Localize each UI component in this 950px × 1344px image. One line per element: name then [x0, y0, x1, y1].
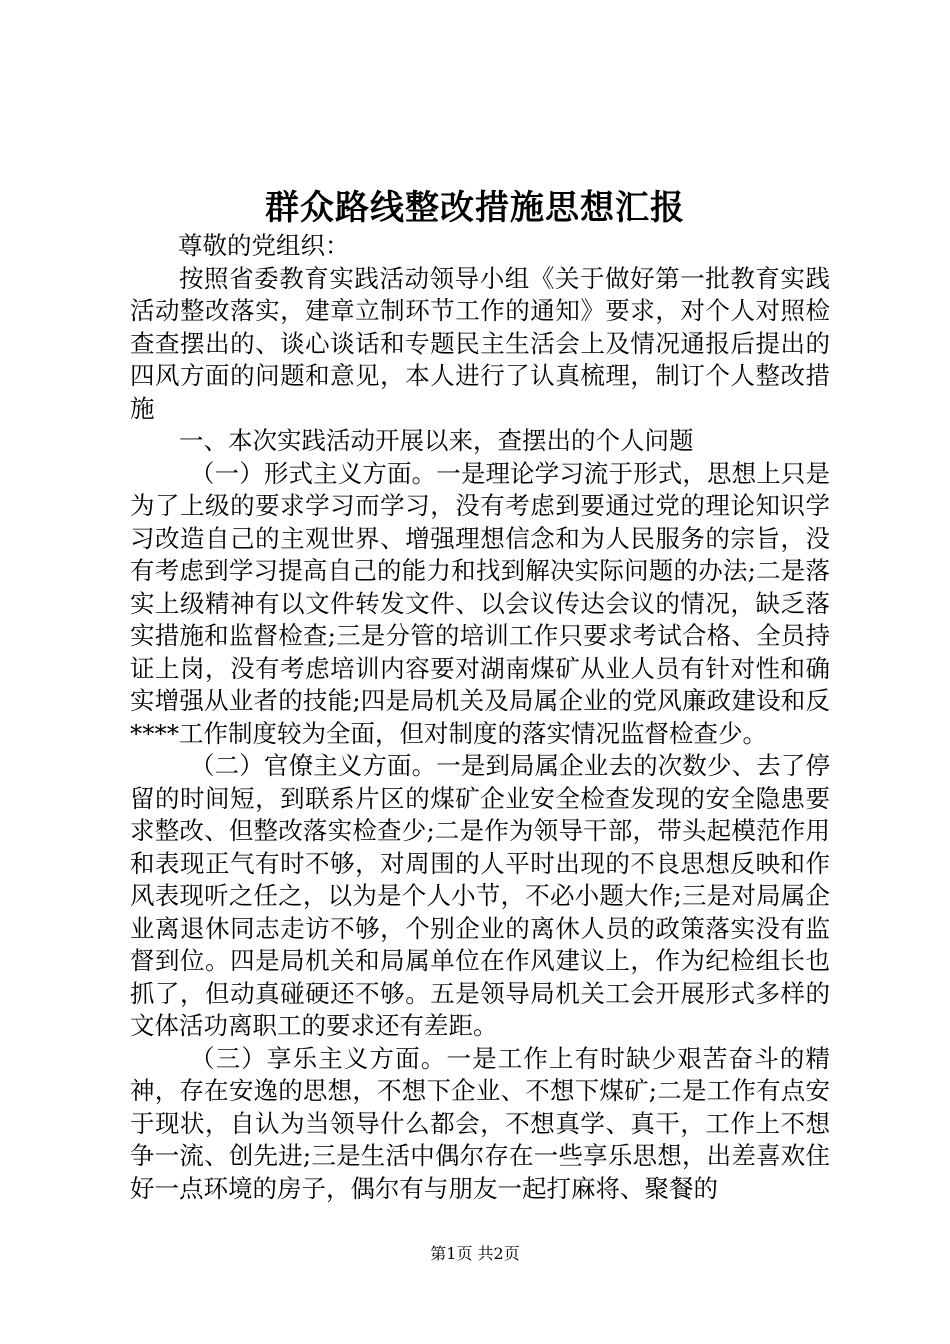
item-formalism: （一）形式主义方面。一是理论学习流于形式，思想上只是为了上级的要求学习而学习，没有考虑到要通过党的理论知识学习改造自己的主观世界、增强理想信念和为人民服务的宗旨，没有考虑到学习提高自己的能力和找到解决实际问题的办法;二是落实上级精神有以文件转发文件、以会议传达会议的情况，缺乏落实措施和监督检查;三是分管的培训工作只要求考试合格、全员持证上岗，没有考虑培训内容要对湖南煤矿从业人员有针对性和确实增强从业者的技能;四是局机关及局属企业的党风廉政建设和反****工作制度较为全面，但对制度的落实情况监督检查少。: [130, 458, 830, 748]
document-body: [130, 230, 830, 1205]
salutation: 尊敬的党组织：: [178, 231, 350, 260]
document-title: 群众路线整改措施思想汇报: [265, 188, 685, 228]
page-footer: 第1页 共2页: [430, 1244, 520, 1263]
intro-paragraph: 按照省委教育实践活动领导小组《关于做好第一批教育实践活动整改落实，建章立制环节工作的通知》要求，对个人对照检查查摆出的、谈心谈话和专题民主生活会上及情况通报后提出的四风方面的问题和意见，本人进行了认真梳理，制订个人整改措施: [130, 263, 830, 423]
item-hedonism: （三）享乐主义方面。一是工作上有时缺少艰苦奋斗的精神，存在安逸的思想，不想下企业、不想下煤矿;二是工作有点安于现状，自认为当领导什么都会，不想真学、真干，工作上不想争一流、创先进;三是生活中偶尔存在一些享乐思想，出差喜欢住好一点环境的房子，偶尔有与朋友一起打麻将、聚餐的: [130, 1043, 830, 1203]
item-bureaucracy: （二）官僚主义方面。一是到局属企业去的次数少、去了停留的时间短，到联系片区的煤矿企业安全检查发现的安全隐患要求整改、但整改落实检查少;二是作为领导干部，带头起模范作用和表现正气有时不够，对周围的人平时出现的不良思想反映和作风表现听之任之，以为是个人小节，不必小题大作;三是对局属企业离退休同志走访不够，个别企业的离休人员的政策落实没有监督到位。四是局机关和局属单位在作风建议上，作为纪检组长也抓了，但动真碰硬还不够。五是领导局机关工会开展形式多样的文体活功离职工的要求还有差距。: [130, 751, 830, 1040]
section-heading: 一、本次实践活动开展以来，查摆出的个人问题: [179, 426, 694, 455]
